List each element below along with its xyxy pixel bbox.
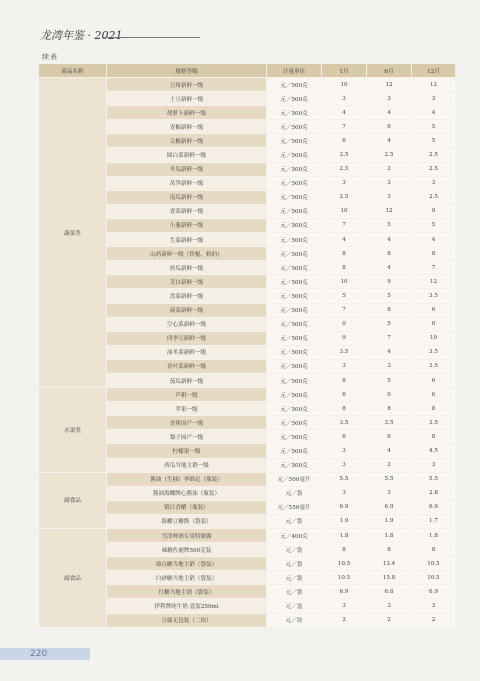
- jun-value: 6.9: [367, 500, 412, 514]
- unit-cell: 元／500克: [267, 275, 322, 289]
- jun-value: 8: [367, 543, 412, 557]
- spec-cell: 红糖当地主销（袋装）: [107, 585, 267, 599]
- unit-cell: 元／550毫升: [267, 500, 322, 514]
- jun-value: 3: [367, 486, 412, 500]
- jan-value: 3: [322, 458, 367, 472]
- jan-value: 8: [322, 543, 367, 557]
- dec-value: 5: [412, 134, 456, 148]
- jun-value: 8: [367, 247, 412, 261]
- jun-value: 3: [367, 190, 412, 204]
- unit-cell: 元／500克: [267, 120, 322, 134]
- jun-value: 0: [367, 388, 412, 402]
- dec-value: 12: [412, 78, 456, 92]
- dec-value: 3.5: [412, 345, 456, 359]
- unit-cell: 元／500克: [267, 317, 322, 331]
- dec-value: 0: [412, 317, 456, 331]
- jun-value: 9: [367, 275, 412, 289]
- spec-cell: 空心菜新鲜一级: [107, 317, 267, 331]
- unit-cell: 元／500克: [267, 162, 322, 176]
- jan-value: 10: [322, 204, 367, 218]
- page-number: 220: [30, 649, 48, 659]
- category-cell: 副食品: [39, 529, 107, 628]
- spec-cell: 冬瓜新鲜一级: [107, 162, 267, 176]
- jun-value: 3.5: [367, 416, 412, 430]
- spec-cell: 盘菜新鲜一级: [107, 289, 267, 303]
- jun-value: 13.4: [367, 557, 412, 571]
- jun-value: 7: [367, 331, 412, 345]
- jun-value: 5: [367, 218, 412, 232]
- jun-value: 4: [367, 261, 412, 275]
- dec-value: 6: [412, 373, 456, 387]
- jun-value: 1.8: [367, 529, 412, 543]
- spec-cell: 油冬菜新鲜一级: [107, 345, 267, 359]
- unit-cell: 元／袋: [267, 557, 322, 571]
- jun-value: 12: [367, 78, 412, 92]
- jan-value: 10: [322, 78, 367, 92]
- unit-cell: 元／400克: [267, 529, 322, 543]
- table-row: [39, 388, 456, 402]
- jun-value: 5: [367, 373, 412, 387]
- jun-value: 4: [367, 233, 412, 247]
- unit-cell: 元／500克: [267, 289, 322, 303]
- unit-cell: 元／500克: [267, 247, 322, 261]
- dec-value: 6.9: [412, 585, 456, 599]
- table-header-row: [39, 64, 456, 78]
- jan-value: 6: [322, 388, 367, 402]
- spec-cell: 南瓜新鲜一级: [107, 190, 267, 204]
- dec-value: 3: [412, 599, 456, 613]
- dec-value: 2.5: [412, 190, 456, 204]
- jan-value: 8: [322, 247, 367, 261]
- jun-value: 3: [367, 176, 412, 190]
- jan-value: 3: [322, 176, 367, 190]
- unit-cell: 元／500克: [267, 359, 322, 373]
- spec-cell: 酱油（生抽）李锦记（瓶装）: [107, 472, 267, 486]
- spec-cell: 青椒新鲜一级: [107, 120, 267, 134]
- running-header: 龙湾年鉴 · 2021: [40, 29, 123, 42]
- dec-value: 3.5: [412, 416, 456, 430]
- jan-value: 2.5: [322, 148, 367, 162]
- unit-cell: 元／块: [267, 613, 322, 627]
- spec-cell: 酱油海螺牌心酱油（瓶装）: [107, 486, 267, 500]
- dec-value: 12: [412, 275, 456, 289]
- dec-value: 9: [412, 204, 456, 218]
- jun-value: 5: [367, 317, 412, 331]
- unit-cell: 元／500克: [267, 303, 322, 317]
- jan-value: 10.5: [322, 571, 367, 585]
- jan-value: 10: [322, 275, 367, 289]
- spec-cell: 豆角新鲜一级: [107, 78, 267, 92]
- jan-value: 0: [322, 317, 367, 331]
- dec-value: 2.5: [412, 162, 456, 176]
- col-header: 商品名称: [39, 64, 107, 78]
- jun-value: 4: [367, 134, 412, 148]
- unit-cell: 元／500克: [267, 430, 322, 444]
- col-header: 规格等级: [107, 64, 267, 78]
- dec-value: 3: [412, 176, 456, 190]
- unit-cell: 元／500克: [267, 331, 322, 345]
- unit-cell: 元／500克: [267, 78, 322, 92]
- unit-cell: 元／500克: [267, 190, 322, 204]
- dec-value: 8: [412, 543, 456, 557]
- jan-value: 4: [322, 233, 367, 247]
- spec-cell: 柠檬果一级: [107, 444, 267, 458]
- spec-cell: 香蕉国产一级: [107, 416, 267, 430]
- jun-value: 6: [367, 430, 412, 444]
- dec-value: 4.5: [412, 444, 456, 458]
- unit-cell: 元／盒: [267, 599, 322, 613]
- dec-value: 3.5: [412, 359, 456, 373]
- dec-value: 8: [412, 402, 456, 416]
- unit-cell: 元／袋: [267, 571, 322, 585]
- jan-value: 2: [322, 613, 367, 627]
- spec-cell: 雪津啤酒专用特制酱: [107, 529, 267, 543]
- jun-value: 6: [367, 120, 412, 134]
- unit-cell: 元／500毫升: [267, 472, 322, 486]
- jan-value: 4: [322, 106, 367, 120]
- jun-value: 3: [367, 92, 412, 106]
- jun-value: 6.8: [367, 585, 412, 599]
- jun-value: 4: [367, 106, 412, 120]
- unit-cell: 元／500克: [267, 388, 322, 402]
- jan-value: 6: [322, 430, 367, 444]
- jun-value: 5.5: [367, 472, 412, 486]
- spec-cell: 丝瓜新鲜一级: [107, 261, 267, 275]
- spec-cell: 香菜新鲜一级: [107, 204, 267, 218]
- spec-cell: 土豆新鲜一级: [107, 92, 267, 106]
- category-cell: 蔬菜类: [39, 78, 107, 388]
- jan-value: 3: [322, 444, 367, 458]
- unit-cell: 元／500克: [267, 92, 322, 106]
- col-header: 计量单位: [267, 64, 322, 78]
- unit-cell: 元／500克: [267, 373, 322, 387]
- unit-cell: 元／袋: [267, 585, 322, 599]
- dec-value: 6: [412, 388, 456, 402]
- jan-value: 9: [322, 331, 367, 345]
- unit-cell: 元／500克: [267, 204, 322, 218]
- spec-cell: 山药新鲜一级（铁棍、粉的）: [107, 247, 267, 261]
- jan-value: 1.8: [322, 529, 367, 543]
- spec-cell: 尖椒新鲜一级: [107, 134, 267, 148]
- spec-cell: 青叶菜新鲜一级: [107, 359, 267, 373]
- price-table: [38, 63, 456, 628]
- col-header: 12月: [412, 64, 456, 78]
- unit-cell: 元／500克: [267, 218, 322, 232]
- dec-value: 6.9: [412, 500, 456, 514]
- jan-value: 7: [322, 303, 367, 317]
- dec-value: 4: [412, 106, 456, 120]
- spec-cell: 菠菜新鲜一级: [107, 303, 267, 317]
- table-row: [39, 529, 456, 543]
- unit-cell: 元／袋: [267, 543, 322, 557]
- dec-value: 7: [412, 261, 456, 275]
- dec-value: 10: [412, 331, 456, 345]
- dec-value: 8: [412, 430, 456, 444]
- jan-value: 8: [322, 402, 367, 416]
- jan-value: 5: [322, 289, 367, 303]
- unit-cell: 元／500克: [267, 402, 322, 416]
- spec-cell: 镇江香醋（瓶装）: [107, 500, 267, 514]
- spec-cell: 芦柑一级: [107, 388, 267, 402]
- dec-value: 5.5: [412, 472, 456, 486]
- jan-value: 3.5: [322, 345, 367, 359]
- dec-value: 3: [412, 92, 456, 106]
- unit-cell: 元／袋: [267, 514, 322, 528]
- category-cell: 水果类: [39, 388, 107, 473]
- dec-value: 1.8: [412, 529, 456, 543]
- jun-value: 3: [367, 599, 412, 613]
- unit-cell: 元／500克: [267, 106, 322, 120]
- dec-value: 10.5: [412, 571, 456, 585]
- dec-value: 8: [412, 247, 456, 261]
- spec-cell: 伊利牌纯牛奶 盒装250ml: [107, 599, 267, 613]
- unit-cell: 元／袋: [267, 486, 322, 500]
- table-body: [39, 78, 456, 628]
- jun-value: 3: [367, 359, 412, 373]
- spec-cell: 绵白糖当地主销（袋装）: [107, 557, 267, 571]
- unit-cell: 元／500克: [267, 148, 322, 162]
- dec-value: 4: [412, 233, 456, 247]
- table-row: [39, 472, 456, 486]
- unit-cell: 元／500克: [267, 416, 322, 430]
- jun-value: 2: [367, 613, 412, 627]
- spec-cell: 生菜新鲜一级: [107, 233, 267, 247]
- jun-value: 8: [367, 402, 412, 416]
- spec-cell: 芜白新鲜一级: [107, 275, 267, 289]
- unit-cell: 元／500克: [267, 233, 322, 247]
- jan-value: 2.5: [322, 190, 367, 204]
- col-header: 6月: [367, 64, 412, 78]
- jun-value: 2.5: [367, 148, 412, 162]
- unit-cell: 元／500克: [267, 458, 322, 472]
- dec-value: 2.8: [412, 486, 456, 500]
- jun-value: 2: [367, 162, 412, 176]
- header-rule: [103, 37, 200, 38]
- spec-cell: 梨子国产一级: [107, 430, 267, 444]
- spec-cell: 西瓜当地主销一级: [107, 458, 267, 472]
- unit-cell: 元／500克: [267, 176, 322, 190]
- category-cell: 副食品: [39, 472, 107, 528]
- jun-value: 5: [367, 289, 412, 303]
- jan-value: 8: [322, 373, 367, 387]
- table-row: [39, 78, 456, 92]
- jun-value: 15.8: [367, 571, 412, 585]
- jan-value: 3: [322, 599, 367, 613]
- jun-value: 2: [367, 458, 412, 472]
- jun-value: 1.9: [367, 514, 412, 528]
- jan-value: 1.9: [322, 514, 367, 528]
- unit-cell: 元／500克: [267, 345, 322, 359]
- jun-value: 12: [367, 204, 412, 218]
- jan-value: 3: [322, 92, 367, 106]
- dec-value: 1.7: [412, 514, 456, 528]
- col-header: 1月: [322, 64, 367, 78]
- jan-value: 7: [322, 218, 367, 232]
- spec-cell: 茄瓜新鲜一级: [107, 373, 267, 387]
- spec-cell: 海螺豆瓣酱（袋装）: [107, 514, 267, 528]
- spec-cell: 苹果一级: [107, 402, 267, 416]
- jan-value: 3: [322, 359, 367, 373]
- jan-value: 6: [322, 134, 367, 148]
- jan-value: 8: [322, 261, 367, 275]
- jun-value: 4: [367, 345, 412, 359]
- continued-label: 续表: [42, 53, 58, 61]
- dec-value: 5: [412, 218, 456, 232]
- jan-value: 2.5: [322, 162, 367, 176]
- jan-value: 5.5: [322, 472, 367, 486]
- spec-cell: 圆白菜新鲜一级: [107, 148, 267, 162]
- jan-value: 10.5: [322, 557, 367, 571]
- spec-cell: 小葱新鲜一级: [107, 218, 267, 232]
- dec-value: 10.5: [412, 557, 456, 571]
- unit-cell: 元／500克: [267, 444, 322, 458]
- spec-cell: 四季豆新鲜一级: [107, 331, 267, 345]
- unit-cell: 元／500克: [267, 134, 322, 148]
- dec-value: 2.5: [412, 148, 456, 162]
- jun-value: 8: [367, 303, 412, 317]
- dec-value: 3.5: [412, 289, 456, 303]
- dec-value: 6: [412, 303, 456, 317]
- spec-cell: 莴笋新鲜一级: [107, 176, 267, 190]
- jan-value: 3.5: [322, 416, 367, 430]
- jan-value: 7: [322, 120, 367, 134]
- jun-value: 4: [367, 444, 412, 458]
- jan-value: 3: [322, 486, 367, 500]
- spec-cell: 味精佐鹿牌500克装: [107, 543, 267, 557]
- spec-cell: 胡萝卜新鲜一级: [107, 106, 267, 120]
- spec-cell: 豆腐无包装（二块）: [107, 613, 267, 627]
- spec-cell: 白砂糖当地主销（袋装）: [107, 571, 267, 585]
- unit-cell: 元／500克: [267, 261, 322, 275]
- dec-value: 2: [412, 613, 456, 627]
- jan-value: 6.9: [322, 500, 367, 514]
- dec-value: 3: [412, 458, 456, 472]
- jan-value: 6.9: [322, 585, 367, 599]
- dec-value: 5: [412, 120, 456, 134]
